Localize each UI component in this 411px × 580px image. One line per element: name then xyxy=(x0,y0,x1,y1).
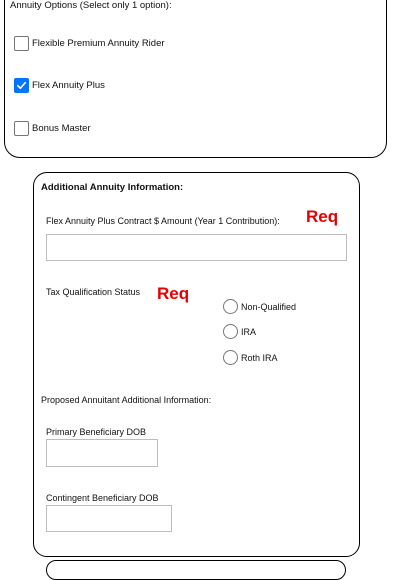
tax-status-label: Tax Qualification Status xyxy=(46,287,141,297)
annuity-options-title: Annuity Options (Select only 1 option): xyxy=(10,0,172,11)
radio-label: Non-Qualified xyxy=(241,301,297,312)
contract-amount-input[interactable] xyxy=(46,234,347,261)
radio-button[interactable] xyxy=(223,299,238,314)
checkbox-bonus-master[interactable] xyxy=(14,121,29,136)
radio-ira[interactable] xyxy=(223,324,256,339)
checkbox-flex-annuity-plus[interactable] xyxy=(14,78,29,93)
radio-button[interactable] xyxy=(223,324,238,339)
option-flex-annuity-plus[interactable] xyxy=(14,78,105,93)
radio-label: Roth IRA xyxy=(241,352,278,363)
additional-info-title: Additional Annuity Information: xyxy=(41,182,184,193)
contract-amount-label: Flex Annuity Plus Contract $ Amount (Year 1 Contribution): xyxy=(46,216,280,226)
required-marker: Req xyxy=(306,207,339,226)
additional-annuity-info-group xyxy=(33,172,360,557)
option-label: Flexible Premium Annuity Rider xyxy=(32,38,165,49)
contingent-beneficiary-dob-input[interactable] xyxy=(46,505,172,532)
annuitant-section-label: Proposed Annuitant Additional Information: xyxy=(41,395,212,405)
option-label: Bonus Master xyxy=(32,123,91,134)
radio-roth-ira[interactable] xyxy=(223,350,278,365)
primary-beneficiary-dob-input[interactable] xyxy=(46,439,158,467)
check-icon xyxy=(16,80,27,91)
radio-non-qualified[interactable] xyxy=(223,299,296,314)
option-flexible-premium-annuity-rider[interactable] xyxy=(14,36,165,51)
radio-button[interactable] xyxy=(223,350,238,365)
primary-beneficiary-dob-label: Primary Beneficiary DOB xyxy=(46,427,147,437)
contingent-beneficiary-dob-label: Contingent Beneficiary DOB xyxy=(46,493,159,503)
option-bonus-master[interactable] xyxy=(14,121,91,136)
checkbox-flexible-premium-annuity-rider[interactable] xyxy=(14,36,29,51)
radio-label: IRA xyxy=(241,326,257,337)
option-label: Flex Annuity Plus xyxy=(32,80,105,91)
next-section-group xyxy=(46,560,346,580)
required-marker: Req xyxy=(157,284,190,303)
